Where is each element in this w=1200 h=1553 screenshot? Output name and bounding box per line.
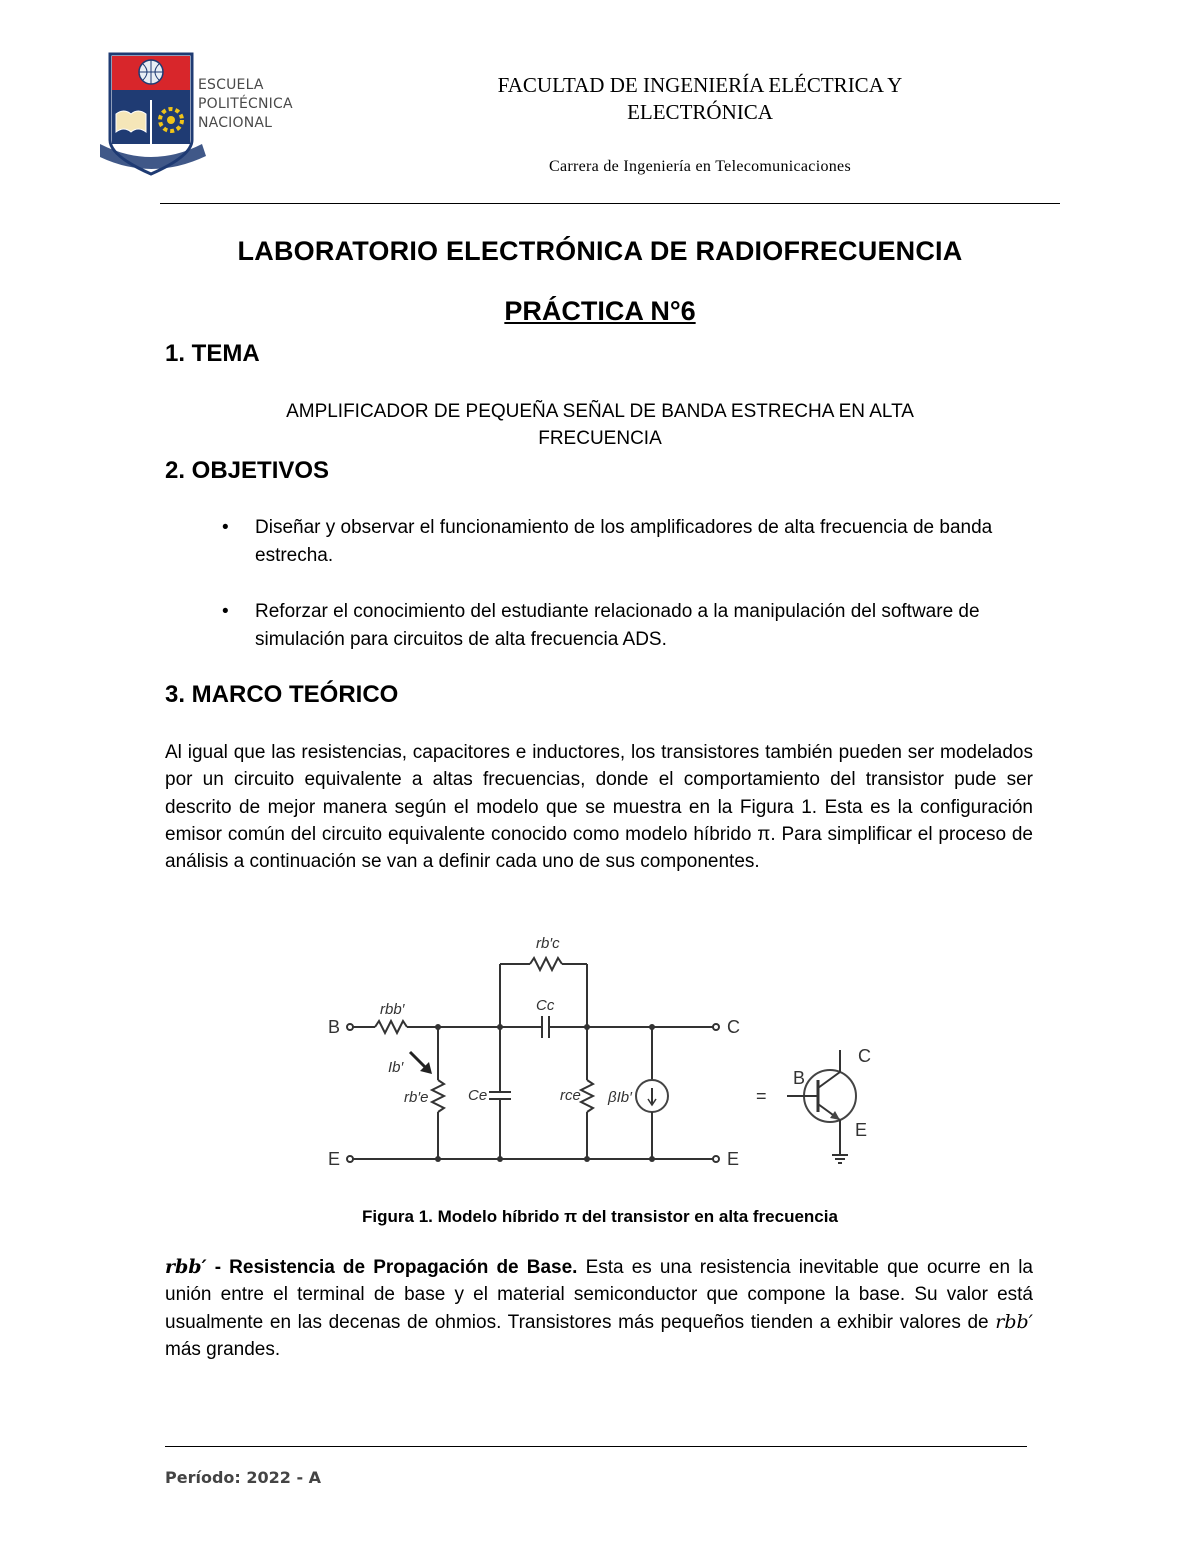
section-heading-objetivos: 2. OBJETIVOS — [165, 457, 330, 484]
label-c-right: C — [727, 1017, 740, 1037]
label-e-right: E — [727, 1149, 740, 1169]
institution-name — [198, 76, 293, 133]
tema-line1: AMPLIFICADOR DE PEQUEÑA SEÑAL DE BANDA ESTRECHA EN ALTA — [286, 401, 914, 422]
faculty-name-line2: ELECTRÓNICA — [627, 100, 773, 124]
label-rce: rce — [560, 1087, 581, 1104]
period-label: Período: 2022 - A — [165, 1468, 322, 1487]
label-ce: Ce — [468, 1087, 488, 1104]
rbb-symbol: rbb′ — [165, 1256, 207, 1278]
label-transistor-e: E — [855, 1120, 868, 1140]
label-cc: Cc — [536, 997, 555, 1014]
label-e: E — [328, 1149, 341, 1169]
objectives-list — [210, 514, 1050, 669]
institution-name-line: NACIONAL — [198, 115, 273, 131]
label-rbe: rb′e — [404, 1089, 429, 1106]
section-heading-marco: 3. MARCO TEÓRICO — [165, 681, 399, 708]
institution-name-line: ESCUELA — [198, 77, 264, 93]
header-divider — [160, 203, 1060, 204]
definition-text-end: más grandes. — [165, 1338, 281, 1360]
label-transistor-c: C — [858, 1046, 871, 1066]
definition-term: - Resistencia de Propagación de Base. — [206, 1257, 578, 1278]
tema-line2: FRECUENCIA — [538, 428, 662, 449]
institution-name-line: POLITÉCNICA — [198, 96, 293, 112]
definition-text: Esta es una resistencia inevitable que ocurre en la unión entre el terminal de base y el material semiconductor que compone la base. Su valor está usualmente en las decenas de ohmios. Transistores más pequeños tienden a exhibir valores de — [165, 1257, 1033, 1333]
section-heading-tema: 1. TEMA — [165, 340, 260, 367]
footer-divider — [165, 1446, 1027, 1447]
label-ib: Ib′ — [388, 1059, 404, 1076]
list-item: • Reforzar el conocimiento del estudiante relacionado a la manipulación del software de simulación para circuitos de alta frecuencia ADS. — [210, 598, 1050, 654]
definition-paragraph — [165, 1254, 1033, 1363]
practice-title: PRÁCTICA N°6 — [504, 296, 696, 326]
tema-text — [200, 398, 1000, 452]
label-equals: = — [756, 1086, 767, 1106]
career-name: Carrera de Ingeniería en Telecomunicaciones — [548, 158, 851, 175]
faculty-name-line1: FACULTAD DE INGENIERÍA ELÉCTRICA Y — [497, 73, 903, 97]
hybrid-pi-circuit-figure — [320, 930, 880, 1170]
label-beta-ib: βIb′ — [608, 1089, 632, 1106]
faculty-name — [430, 72, 970, 126]
label-rbb: rbb′ — [380, 1001, 405, 1018]
label-rbc: rb′c — [536, 935, 560, 952]
rbb-symbol-inline: rbb′ — [995, 1310, 1033, 1333]
figure-caption: Figura 1. Modelo híbrido π del transistor en alta frecuencia — [362, 1207, 838, 1226]
marco-paragraph: Al igual que las resistencias, capacitores e inductores, los transistores también pueden ser modelados por un circuito equivalente a altas frecuencias, donde el comportamiento del transistor pude ser descrito de mejor manera según el modelo que se muestra en la Figura 1. Esta es la configuración emisor común del circuito equivalente conocido como modelo híbrido π. Para simplificar el proceso de análisis a continuación se van a definir cada uno de sus componentes. — [165, 742, 1033, 873]
label-transistor-b: B — [793, 1068, 806, 1088]
lab-title: LABORATORIO ELECTRÓNICA DE RADIOFRECUENCIA — [237, 236, 963, 266]
label-b: B — [328, 1017, 341, 1037]
list-item: • Diseñar y observar el funcionamiento de los amplificadores de alta frecuencia de banda estrecha. — [210, 514, 1050, 570]
